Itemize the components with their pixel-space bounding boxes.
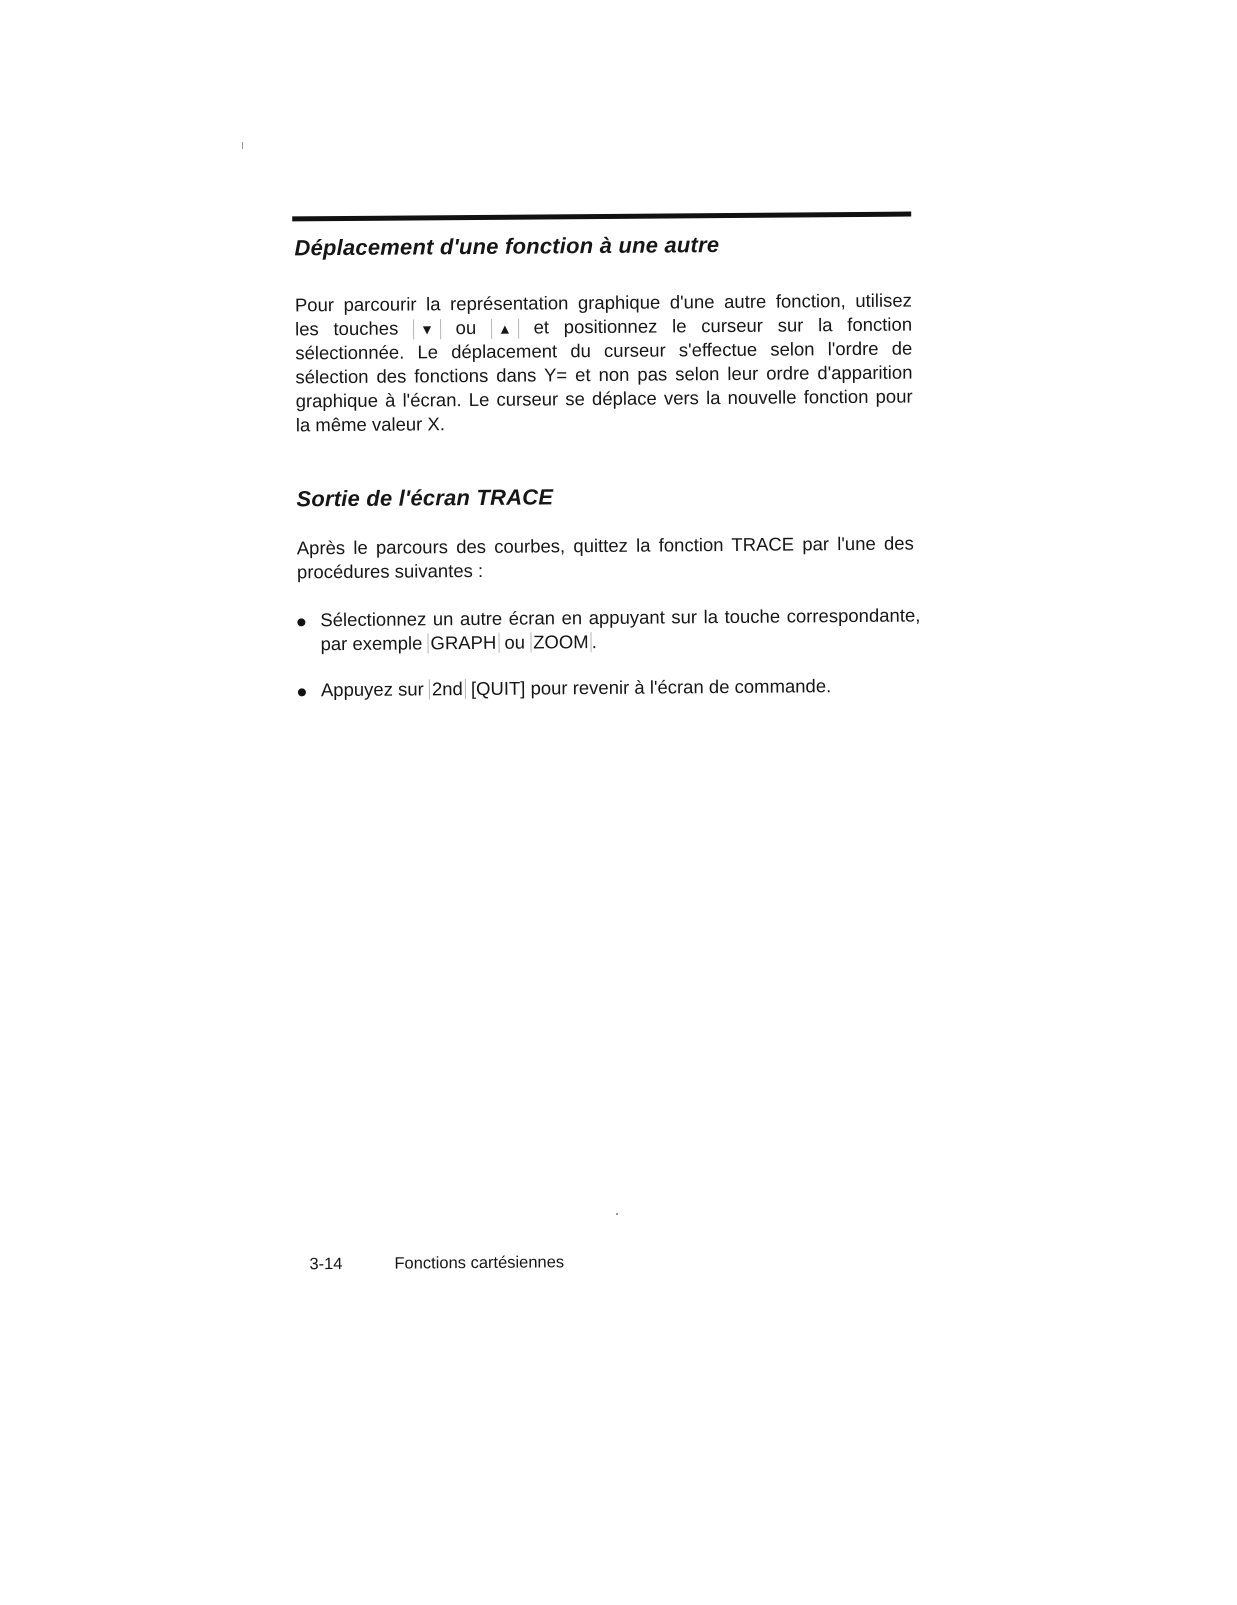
paragraph-deplacement bbox=[295, 289, 913, 438]
scan-speck bbox=[616, 1213, 618, 1215]
paragraph-line: Pour parcourir la représentation graphique d'une autre fonction, utilisez bbox=[294, 289, 912, 316]
paragraph-line: graphique à l'écran. Le curseur se déplace vers la nouvelle fonction pour bbox=[295, 385, 913, 412]
down-arrow-key-icon: ▼ bbox=[413, 319, 441, 339]
paragraph-line: procédures suivantes : bbox=[296, 559, 484, 583]
paragraph-line: la même valeur X. bbox=[295, 413, 446, 436]
text-segment: Appuyez sur bbox=[320, 678, 424, 701]
paragraph-line: sélection des fonctions dans Y= et non pas selon leur ordre d'apparition bbox=[295, 361, 913, 388]
bullet-icon bbox=[298, 688, 306, 696]
list-item bbox=[296, 673, 921, 702]
text-segment: ou bbox=[455, 316, 477, 339]
section-rule bbox=[292, 212, 911, 222]
paragraph-line: Après le parcours des courbes, quittez la fonction TRACE par l'une des bbox=[296, 532, 914, 559]
text-segment: ou bbox=[504, 631, 526, 653]
list-item bbox=[295, 603, 920, 656]
zoom-key: ZOOM bbox=[530, 632, 592, 652]
list-item-line: Sélectionnez un autre écran en appuyant sur la touche correspondante, bbox=[320, 604, 921, 631]
bullet-list bbox=[295, 603, 921, 702]
graph-key: GRAPH bbox=[427, 633, 499, 654]
text-segment: . bbox=[591, 631, 597, 653]
second-function-key: 2nd bbox=[429, 679, 466, 699]
list-item-line bbox=[321, 673, 921, 702]
section-heading-sortie-trace: Sortie de l'écran TRACE bbox=[296, 484, 554, 512]
paragraph-line: sélectionnée. Le déplacement du curseur s'effectue selon l'ordre de bbox=[295, 337, 913, 364]
list-item-line bbox=[320, 627, 920, 656]
up-arrow-key-icon: ▲ bbox=[491, 319, 519, 339]
text-segment: et positionnez le curseur sur la fonction bbox=[533, 313, 913, 338]
chapter-title: Fonctions cartésiennes bbox=[394, 1253, 565, 1273]
bullet-icon bbox=[297, 618, 305, 626]
paragraph-sortie-trace bbox=[297, 532, 914, 585]
section-heading-deplacement: Déplacement d'une fonction à une autre bbox=[294, 232, 720, 261]
text-segment: [QUIT] pour revenir à l'écran de commande. bbox=[470, 675, 832, 700]
scan-speck bbox=[242, 142, 243, 149]
text-segment: les touches bbox=[294, 317, 399, 340]
text-segment: par exemple bbox=[320, 632, 423, 655]
page-number: 3-14 bbox=[309, 1255, 343, 1274]
